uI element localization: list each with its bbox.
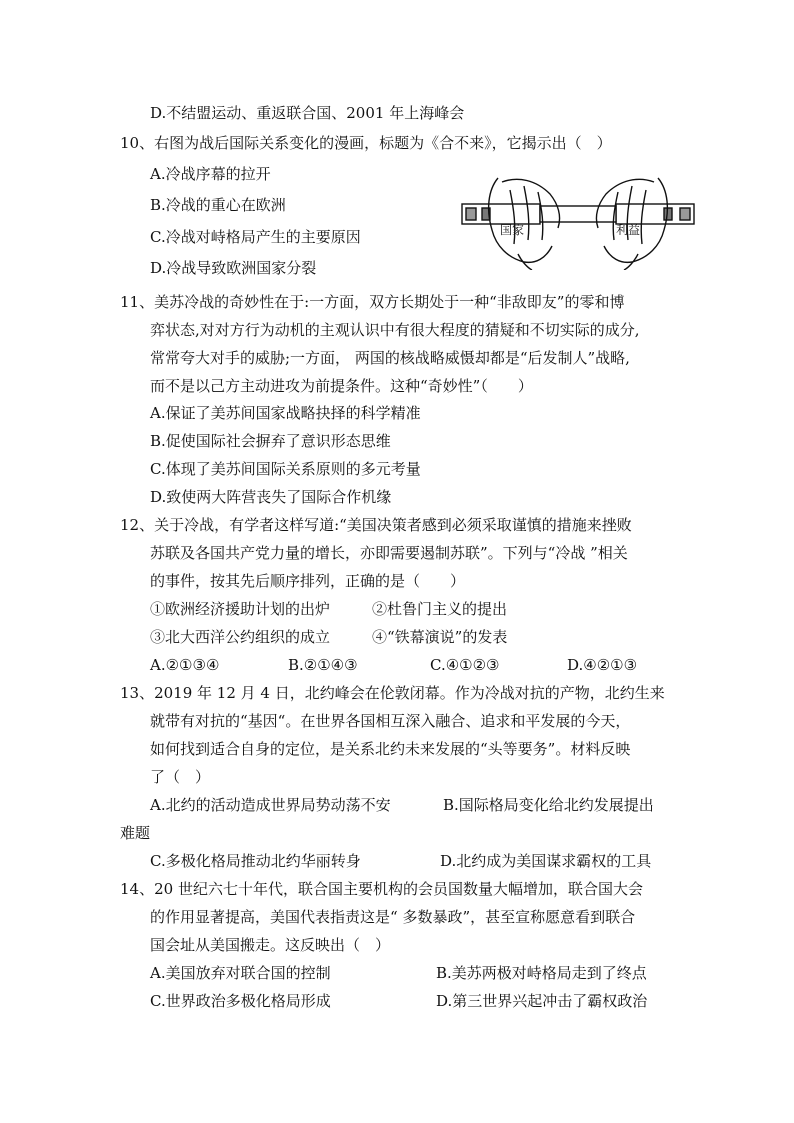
q11-stem-line-4: 而不是以己方主动进攻为前提条件。这种“奇妙性”（ ） <box>150 377 533 395</box>
cartoon-right-label: 利益 <box>616 223 641 237</box>
q12-stem-line-1: 12、关于冷战，有学者这样写道:“美国决策者感到必须采取谨慎的措施来挫败 <box>120 516 632 534</box>
q13-stem-line-4: 了（ ） <box>150 768 211 786</box>
q14-option-d: D.第三世界兴起冲击了霸权政治 <box>436 992 648 1010</box>
q10-option-b: B.冷战的重心在欧洲 <box>150 196 286 214</box>
q13-option-b: B.国际格局变化给北约发展提出 <box>443 796 654 814</box>
q12-option-b: B.②①④③ <box>288 656 358 674</box>
q12-item-2: ②杜鲁门主义的提出 <box>372 600 508 618</box>
q13-option-c: C.多极化格局推动北约华丽转身 <box>150 852 361 870</box>
q11-option-c: C.体现了美苏间国际关系原则的多元考量 <box>150 460 421 478</box>
q14-option-a: A.美国放弃对联合国的控制 <box>150 964 331 982</box>
q13-stem-line-2: 就带有对抗的“基因“。在世界各国相互深入融合、追求和平发展的今天， <box>150 712 631 730</box>
q14-stem-line-1: 14、20 世纪六七十年代，联合国主要机构的会员国数量大幅增加，联合国大会 <box>120 880 643 898</box>
q12-stem-line-2: 苏联及各国共产党力量的增长，亦即需要遏制苏联”。下列与“冷战 ”相关 <box>150 544 628 562</box>
q11-stem-line-2: 弈状态,对对方行为动机的主观认识中有很大程度的猜疑和不切实际的成分, <box>150 321 640 339</box>
q12-item-1: ①欧洲经济援助计划的出炉 <box>150 600 331 618</box>
q10-option-a: A.冷战序幕的拉开 <box>150 165 271 183</box>
q11-option-a: A.保证了美苏间国家战略抉择的科学精准 <box>150 404 421 422</box>
q10-option-c: C.冷战对峙格局产生的主要原因 <box>150 228 361 246</box>
q11-stem-line-3: 常常夸大对手的威胁;一方面， 两国的核战略威慑却都是“后发制人”战略, <box>150 349 630 367</box>
q14-option-c: C.世界政治多极化格局形成 <box>150 992 331 1010</box>
q12-option-a: A.②①③④ <box>150 656 220 674</box>
q13-stem-line-1: 13、2019 年 12 月 4 日，北约峰会在伦敦闭幕。作为冷战对抗的产物，北约生来 <box>120 684 665 702</box>
q11-option-b: B.促使国际社会摒弃了意识形态思维 <box>150 432 391 450</box>
q13-option-d: D.北约成为美国谋求霸权的工具 <box>440 852 652 870</box>
q13-option-a: A.北约的活动造成世界局势动荡不安 <box>150 796 391 814</box>
q14-option-b: B.美苏两极对峙格局走到了终点 <box>436 964 647 982</box>
q14-stem-line-3: 国会址从美国搬走。这反映出（ ） <box>150 936 391 954</box>
q12-option-c: C.④①②③ <box>430 656 500 674</box>
q14-stem-line-2: 的作用显著提高，美国代表指责这是“ 多数暴政”，甚至宣称愿意看到联合 <box>150 908 636 926</box>
cartoon-hands <box>458 170 698 270</box>
q12-item-3: ③北大西洋公约组织的成立 <box>150 628 331 646</box>
q10-option-d: D.冷战导致欧洲国家分裂 <box>150 259 317 277</box>
q13-stem-line-3: 如何找到适合自身的定位，是关系北约未来发展的“头等要务”。材料反映 <box>150 740 631 758</box>
q11-stem-line-1: 11、美苏冷战的奇妙性在于:一方面，双方长期处于一种“非敌即友”的零和博 <box>120 293 625 311</box>
cartoon-left-label: 国家 <box>500 223 525 237</box>
q9-option-d: D.不结盟运动、重返联合国、2001 年上海峰会 <box>150 104 465 122</box>
q12-item-4: ④“铁幕演说”的发表 <box>372 628 508 646</box>
q12-stem-line-3: 的事件，按其先后顺序排列，正确的是（ ） <box>150 572 466 590</box>
q10-stem: 10、右图为战后国际关系变化的漫画，标题为《合不来》，它揭示出（ ） <box>120 134 612 152</box>
q13-option-b-cont: 难题 <box>120 824 151 842</box>
q12-option-d: D.④②①③ <box>567 656 638 674</box>
cartoon-illustration <box>458 170 698 270</box>
q11-option-d: D.致使两大阵营丧失了国际合作机缘 <box>150 488 392 506</box>
